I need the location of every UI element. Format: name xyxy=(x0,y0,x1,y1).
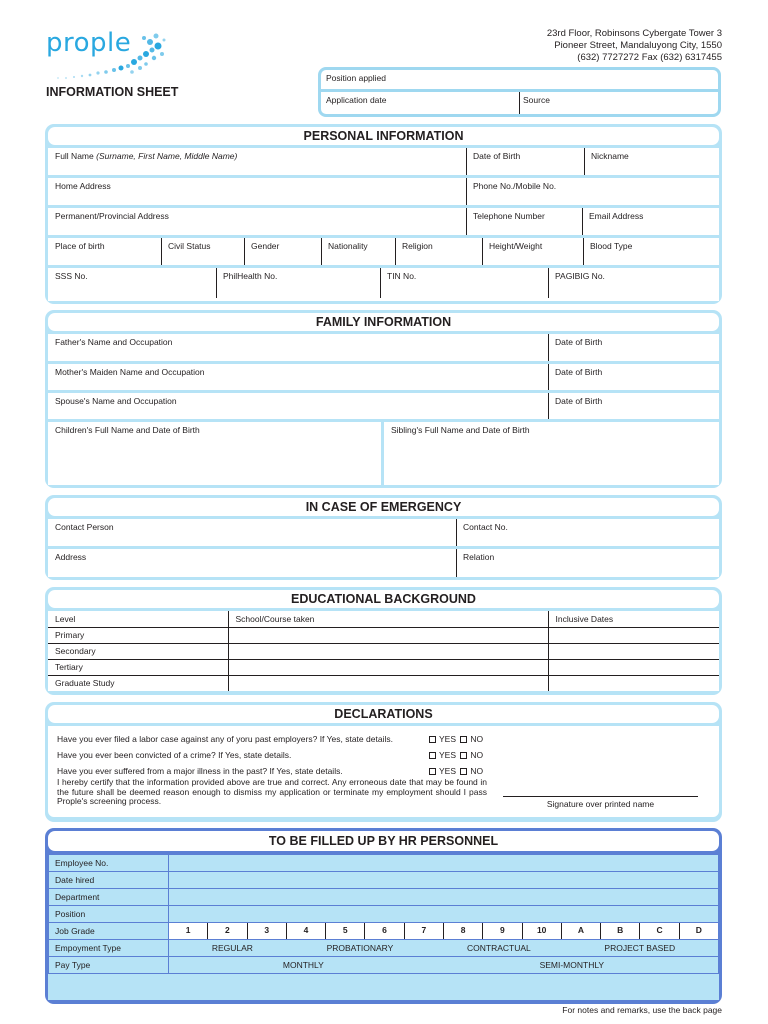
date-of-birth-label: Date of Birth xyxy=(473,151,521,161)
company-logo xyxy=(46,28,186,88)
full-name-field[interactable] xyxy=(48,148,466,175)
table-row xyxy=(48,643,719,659)
place-of-birth-field[interactable] xyxy=(48,238,161,265)
dates-cell[interactable] xyxy=(548,643,719,659)
contact-person-field[interactable] xyxy=(48,519,456,546)
philhealth-label: PhilHealth No. xyxy=(223,271,278,281)
hr-section xyxy=(45,828,722,1004)
pay-type-option[interactable]: MONTHLY xyxy=(282,960,324,970)
email-field[interactable] xyxy=(582,208,719,235)
table-row xyxy=(49,872,719,889)
home-address-field[interactable] xyxy=(48,178,466,205)
declaration-question: Have you ever been convicted of a crime? If Yes, state details. xyxy=(57,750,292,760)
job-grade-option[interactable]: C xyxy=(640,923,679,939)
table-row xyxy=(48,627,719,643)
yes-label: YES xyxy=(439,766,457,776)
position-box xyxy=(318,67,721,117)
father-field[interactable] xyxy=(48,334,548,361)
level-label: Secondary xyxy=(48,643,228,659)
department-field[interactable] xyxy=(169,889,719,906)
job-grade-option[interactable]: 4 xyxy=(287,923,326,939)
level-label: Tertiary xyxy=(48,659,228,675)
home-address-label: Home Address xyxy=(55,181,111,191)
family-info-section xyxy=(45,310,722,488)
address-line: Pioneer Street, Mandaluyong City, 1550 xyxy=(554,40,722,51)
signature-label: Signature over printed name xyxy=(546,799,655,809)
position-applied-label: Position applied xyxy=(326,73,387,83)
signature-line[interactable] xyxy=(503,796,698,797)
mother-dob-field[interactable] xyxy=(548,364,719,390)
telephone-label: Telephone Number xyxy=(473,211,545,221)
pay-type-options xyxy=(169,957,719,974)
contact-no-label: Contact No. xyxy=(463,522,508,532)
table-row xyxy=(49,940,719,957)
job-grade-option[interactable]: 1 xyxy=(169,923,208,939)
yes-label: YES xyxy=(439,734,457,744)
education-table xyxy=(48,611,719,691)
no-checkbox[interactable] xyxy=(460,736,467,743)
civil-status-label: Civil Status xyxy=(168,241,211,251)
declarations-section xyxy=(45,702,722,822)
date-hired-label: Date hired xyxy=(49,872,169,889)
spouse-dob-label: Date of Birth xyxy=(555,396,603,406)
job-grade-option[interactable]: 5 xyxy=(326,923,365,939)
spouse-field[interactable] xyxy=(48,393,548,419)
table-row xyxy=(49,957,719,974)
job-grade-option[interactable]: D xyxy=(695,925,702,935)
permanent-address-field[interactable] xyxy=(48,208,466,235)
yes-checkbox[interactable] xyxy=(429,752,436,759)
declaration-question: Have you ever suffered from a major illness in the past? If Yes, state details. xyxy=(57,766,343,776)
emergency-grid xyxy=(48,519,719,577)
no-label: NO xyxy=(470,750,484,760)
pagibig-field[interactable] xyxy=(548,268,719,298)
job-grade-option[interactable]: 3 xyxy=(248,923,287,939)
level-label: Graduate Study xyxy=(48,675,228,691)
table-row xyxy=(48,675,719,691)
job-grade-option[interactable]: B xyxy=(601,923,640,939)
gender-label: Gender xyxy=(251,241,280,251)
religion-label: Religion xyxy=(402,241,433,251)
job-grade-option[interactable]: A xyxy=(562,923,601,939)
declarations-body xyxy=(48,726,719,817)
employment-type-option[interactable]: PROJECT BASED xyxy=(604,943,676,953)
spouse-dob-field[interactable] xyxy=(548,393,719,419)
yes-checkbox[interactable] xyxy=(429,768,436,775)
mother-field[interactable] xyxy=(48,364,548,390)
job-grade-option[interactable]: 2 xyxy=(208,923,247,939)
sss-label: SSS No. xyxy=(55,271,88,281)
emergency-address-field[interactable] xyxy=(48,549,456,577)
table-row xyxy=(49,855,719,872)
phone-label: Phone No./Mobile No. xyxy=(473,181,557,191)
address-line: (632) 7727272 Fax (632) 6317455 xyxy=(577,52,722,63)
employment-type-options xyxy=(169,940,719,957)
children-field[interactable] xyxy=(48,422,381,485)
source-label: Source xyxy=(523,95,550,105)
nickname-field[interactable] xyxy=(584,148,719,175)
logo-dots-icon xyxy=(46,28,186,88)
section-title: PERSONAL INFORMATION xyxy=(48,127,719,145)
logo-text: prople xyxy=(46,28,132,58)
date-of-birth-field[interactable] xyxy=(466,148,584,175)
school-cell[interactable] xyxy=(228,675,548,691)
job-grade-options xyxy=(169,923,719,940)
job-grade-option[interactable]: 8 xyxy=(444,923,483,939)
address-line: 23rd Floor, Robinsons Cybergate Tower 3 xyxy=(546,28,722,39)
yes-no-options xyxy=(427,766,483,776)
position-field[interactable] xyxy=(169,906,719,923)
position-applied-field[interactable] xyxy=(321,70,718,92)
personal-info-section xyxy=(45,124,722,304)
siblings-label: Sibling's Full Name and Date of Birth xyxy=(391,425,530,435)
yes-label: YES xyxy=(439,750,457,760)
pay-type-label: Pay Type xyxy=(49,957,169,974)
pagibig-label: PAGIBIG No. xyxy=(555,271,605,281)
tin-field[interactable] xyxy=(380,268,548,298)
date-hired-field[interactable] xyxy=(169,872,719,889)
mother-dob-label: Date of Birth xyxy=(555,367,603,377)
spouse-label: Spouse's Name and Occupation xyxy=(55,396,177,406)
full-name-label: Full Name xyxy=(55,151,94,161)
school-cell[interactable] xyxy=(228,627,548,643)
family-info-grid xyxy=(48,334,719,485)
emergency-section xyxy=(45,495,722,580)
section-title: IN CASE OF EMERGENCY xyxy=(48,498,719,516)
tin-label: TIN No. xyxy=(387,271,417,281)
dates-cell[interactable] xyxy=(548,627,719,643)
dates-cell[interactable] xyxy=(548,659,719,675)
job-grade-option[interactable]: 7 xyxy=(405,923,444,939)
permanent-address-label: Permanent/Provincial Address xyxy=(55,211,169,221)
table-row xyxy=(48,659,719,675)
place-of-birth-label: Place of birth xyxy=(55,241,105,251)
nationality-label: Nationality xyxy=(328,241,368,251)
hr-table xyxy=(48,854,719,974)
section-title: EDUCATIONAL BACKGROUND xyxy=(48,590,719,608)
email-label: Email Address xyxy=(589,211,644,221)
no-checkbox[interactable] xyxy=(460,752,467,759)
level-label: Primary xyxy=(48,627,228,643)
position-label: Position xyxy=(49,906,169,923)
job-grade-option[interactable]: 10 xyxy=(523,923,562,939)
job-grade-option[interactable]: 6 xyxy=(365,923,404,939)
application-date-label: Application date xyxy=(326,95,387,105)
section-title: FAMILY INFORMATION xyxy=(48,313,719,331)
pay-type-option[interactable]: SEMI-MONTHLY xyxy=(539,960,605,970)
dates-cell[interactable] xyxy=(548,675,719,691)
no-label: NO xyxy=(470,766,484,776)
relation-label: Relation xyxy=(463,552,495,562)
philhealth-field[interactable] xyxy=(216,268,380,298)
phone-field[interactable] xyxy=(466,178,719,205)
no-checkbox[interactable] xyxy=(460,768,467,775)
certification-text: I hereby certify that the information provided above are true and correct. Any erroneous date that may be found in the future shall be deemed reason enough to dismiss my application or terminate my employment should I pass Prople's screening process. xyxy=(57,777,487,806)
employment-type-option[interactable]: REGULAR xyxy=(211,943,253,953)
civil-status-field[interactable] xyxy=(161,238,244,265)
job-grade-label: Job Grade xyxy=(49,923,169,940)
job-grade-option[interactable]: 9 xyxy=(483,923,522,939)
employment-type-label: Empoyment Type xyxy=(49,940,169,957)
education-section xyxy=(45,587,722,695)
children-label: Children's Full Name and Date of Birth xyxy=(55,425,200,435)
page-title: INFORMATION SHEET xyxy=(46,85,179,99)
school-cell[interactable] xyxy=(228,643,548,659)
relation-field[interactable] xyxy=(456,549,719,577)
sss-field[interactable] xyxy=(48,268,216,298)
department-label: Department xyxy=(49,889,169,906)
nationality-field[interactable] xyxy=(321,238,395,265)
school-cell[interactable] xyxy=(228,659,548,675)
personal-info-grid xyxy=(48,148,719,301)
siblings-field[interactable] xyxy=(384,422,719,485)
column-header: School/Course taken xyxy=(228,611,548,627)
gender-field[interactable] xyxy=(244,238,321,265)
column-header: Inclusive Dates xyxy=(548,611,719,627)
company-address xyxy=(547,28,722,64)
blood-type-field[interactable] xyxy=(583,238,719,265)
employee-no-label: Employee No. xyxy=(49,855,169,872)
no-label: NO xyxy=(470,734,484,744)
blood-type-label: Blood Type xyxy=(590,241,633,251)
contact-no-field[interactable] xyxy=(456,519,719,546)
yes-no-options xyxy=(427,734,483,744)
religion-field[interactable] xyxy=(395,238,482,265)
section-title: DECLARATIONS xyxy=(48,705,719,723)
employment-type-option[interactable]: PROBATIONARY xyxy=(326,943,394,953)
source-field[interactable] xyxy=(519,92,553,114)
nickname-label: Nickname xyxy=(591,151,629,161)
declaration-question: Have you ever filed a labor case against any of yoru past employers? If Yes, state details. xyxy=(57,734,393,744)
table-header-row xyxy=(48,611,719,627)
yes-checkbox[interactable] xyxy=(429,736,436,743)
contact-person-label: Contact Person xyxy=(55,522,114,532)
full-name-hint: (Surname, First Name, Middle Name) xyxy=(96,151,238,161)
yes-no-options xyxy=(427,750,483,760)
father-label: Father's Name and Occupation xyxy=(55,337,173,347)
column-header: Level xyxy=(48,611,228,627)
emergency-address-label: Address xyxy=(55,552,87,562)
telephone-field[interactable] xyxy=(466,208,582,235)
employment-type-option[interactable]: CONTRACTUAL xyxy=(467,943,531,953)
table-row xyxy=(49,906,719,923)
section-title: TO BE FILLED UP BY HR PERSONNEL xyxy=(48,831,719,851)
height-weight-field[interactable] xyxy=(482,238,583,265)
table-row xyxy=(49,889,719,906)
height-weight-label: Height/Weight xyxy=(489,241,543,251)
table-row xyxy=(49,923,719,940)
employee-no-field[interactable] xyxy=(169,855,719,872)
footer-note: For notes and remarks, use the back page xyxy=(562,1005,722,1015)
father-dob-field[interactable] xyxy=(548,334,719,361)
mother-label: Mother's Maiden Name and Occupation xyxy=(55,367,205,377)
father-dob-label: Date of Birth xyxy=(555,337,603,347)
hr-notes-area[interactable] xyxy=(48,974,719,1000)
